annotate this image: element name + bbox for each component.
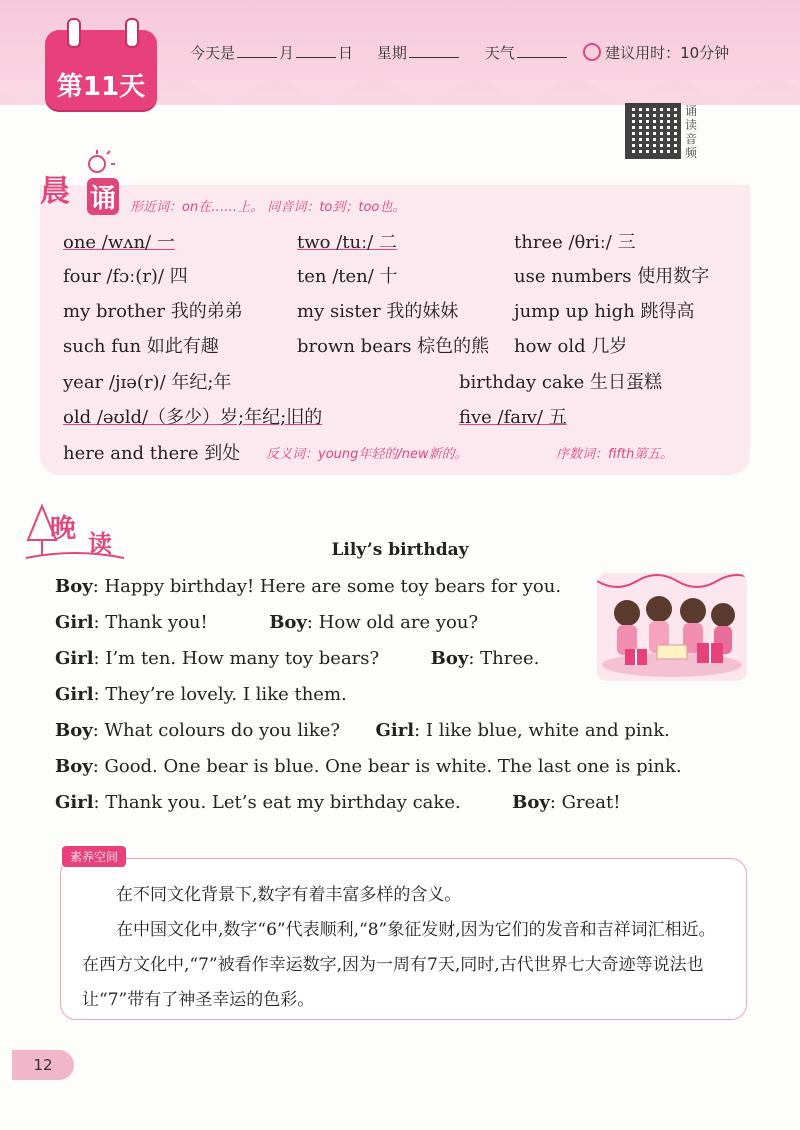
speaker: Boy: [269, 612, 307, 633]
morning-logo: [35, 150, 125, 220]
calendar-ring-icon: [67, 18, 81, 48]
dialogue-text: They’re lovely. I like them.: [105, 684, 347, 705]
vocab-item: use numbers 使用数字: [514, 266, 710, 287]
vocab-item: year /jɪə(r)/ 年纪;年: [63, 372, 232, 393]
speaker: Boy: [430, 648, 469, 669]
dialogue-text: How old are you?: [318, 612, 479, 633]
dialogue-text: Three.: [480, 648, 540, 669]
vocab-item: brown bears 棕色的熊: [297, 336, 490, 357]
speaker: Boy: [55, 720, 93, 741]
birthday-party-illustration: [597, 573, 747, 681]
qr-code[interactable]: [625, 103, 681, 159]
day-label: 第11天: [56, 72, 146, 102]
vocab-item: my sister 我的妹妹: [297, 301, 459, 322]
speaker: Boy: [55, 756, 93, 777]
morning-logo-char: 诵: [87, 178, 119, 215]
vocab-item: jump up high 跳得高: [514, 301, 695, 322]
dialogue-line: Boy: Good. One bear is blue. One bear is white. The last one is pink.: [55, 756, 682, 777]
day-badge: [45, 30, 157, 110]
dialogue-text: Thank you!: [105, 612, 208, 633]
dialogue-text: What colours do you like?: [104, 720, 341, 741]
vocab-item: old /əʊld/（多少）岁;年纪;旧的: [63, 407, 323, 428]
dialogue-line: Girl: They’re lovely. I like them.: [55, 684, 347, 705]
speaker: Boy: [512, 792, 550, 813]
vocab-item: five /faɪv/ 五: [459, 407, 567, 428]
dialogue-line: Girl: I’m ten. How many toy bears? Boy: Three.: [55, 648, 540, 669]
speaker: Girl: [55, 684, 94, 705]
dialogue-line: Boy: Happy birthday! Here are some toy bears for you.: [55, 576, 562, 597]
vocab-item: such fun 如此有趣: [63, 336, 219, 357]
note-antonym: 反义词：young年轻的/new新的。: [266, 447, 468, 462]
weather-blank[interactable]: [517, 57, 567, 58]
vocab-item: four /fɔː(r)/ 四: [63, 266, 188, 287]
culture-tag: 素养空间: [62, 846, 126, 867]
weekday-label: 星期: [376, 44, 407, 62]
page-number: 12: [12, 1050, 74, 1080]
today-label: 今天是: [190, 44, 236, 62]
vocab-item: birthday cake 生日蛋糕: [459, 372, 662, 393]
vocab-item: two /tuː/ 二: [297, 232, 397, 253]
time-label: 建议用时：10分钟: [605, 44, 730, 62]
dialogue-line: Girl: Thank you! Boy: How old are you?: [55, 612, 479, 633]
dialogue-text: I like blue, white and pink.: [425, 720, 670, 741]
month-label: 月: [279, 44, 295, 62]
note-top: 形近词：on在……上。 同音词：to到；too也。: [130, 200, 406, 215]
evening-logo-char: 晚: [50, 514, 77, 544]
dialogue-text: Great!: [561, 792, 621, 813]
weekday-blank[interactable]: [409, 57, 459, 58]
calendar-ring-icon: [125, 18, 139, 48]
speaker: Girl: [55, 792, 94, 813]
date-blank[interactable]: [296, 57, 336, 58]
date-fields: [190, 42, 790, 63]
vocab-item: how old 几岁: [514, 336, 628, 357]
vocab-item: my brother 我的弟弟: [63, 301, 243, 322]
dialogue-text: Happy birthday! Here are some toy bears for you.: [104, 576, 562, 597]
culture-paragraph: 在中国文化中,数字“6”代表顺利,“8”象征发财,因为它们的发音和吉祥词汇相近。在西方文化中,“7”被看作幸运数字,因为一周有7天,同时,古代世界七大奇迹等说法也让“7”带有了神圣幸运的色彩。: [82, 920, 716, 1010]
date-label: 日: [338, 44, 354, 62]
culture-paragraph: 在不同文化背景下,数字有着丰富多样的含义。: [116, 885, 462, 905]
culture-text: [82, 878, 732, 1018]
vocab-item: ten /ten/ 十: [297, 266, 398, 287]
vocab-item: here and there 到处: [63, 443, 241, 464]
party-icon: [597, 573, 747, 681]
dialogue-line: Boy: What colours do you like? Girl: I like blue, white and pink.: [55, 720, 670, 741]
vocab-item: three /θriː/ 三: [514, 232, 636, 253]
speaker: Boy: [55, 576, 93, 597]
vocab-item: one /wʌn/ 一: [63, 232, 175, 253]
note-ordinal: 序数词：fifth第五。: [556, 447, 674, 462]
dialogue-text: Good. One bear is blue. One bear is white. The last one is pink.: [104, 756, 682, 777]
dialogue-line: Girl: Thank you. Let’s eat my birthday cake. Boy: Great!: [55, 792, 621, 813]
dialogue-text: Thank you. Let’s eat my birthday cake.: [105, 792, 461, 813]
weather-label: 天气: [484, 44, 515, 62]
morning-logo-char: 晨: [40, 174, 70, 209]
evening-logo-char: 读: [88, 530, 112, 558]
speaker: Girl: [55, 612, 94, 633]
qr-label: 诵读音频: [685, 104, 698, 160]
dialogue-text: I’m ten. How many toy bears?: [105, 648, 380, 669]
clock-icon: [583, 43, 601, 61]
story-title: Lily’s birthday: [331, 540, 469, 560]
speaker: Girl: [375, 720, 415, 741]
speaker: Girl: [55, 648, 94, 669]
month-blank[interactable]: [237, 57, 277, 58]
